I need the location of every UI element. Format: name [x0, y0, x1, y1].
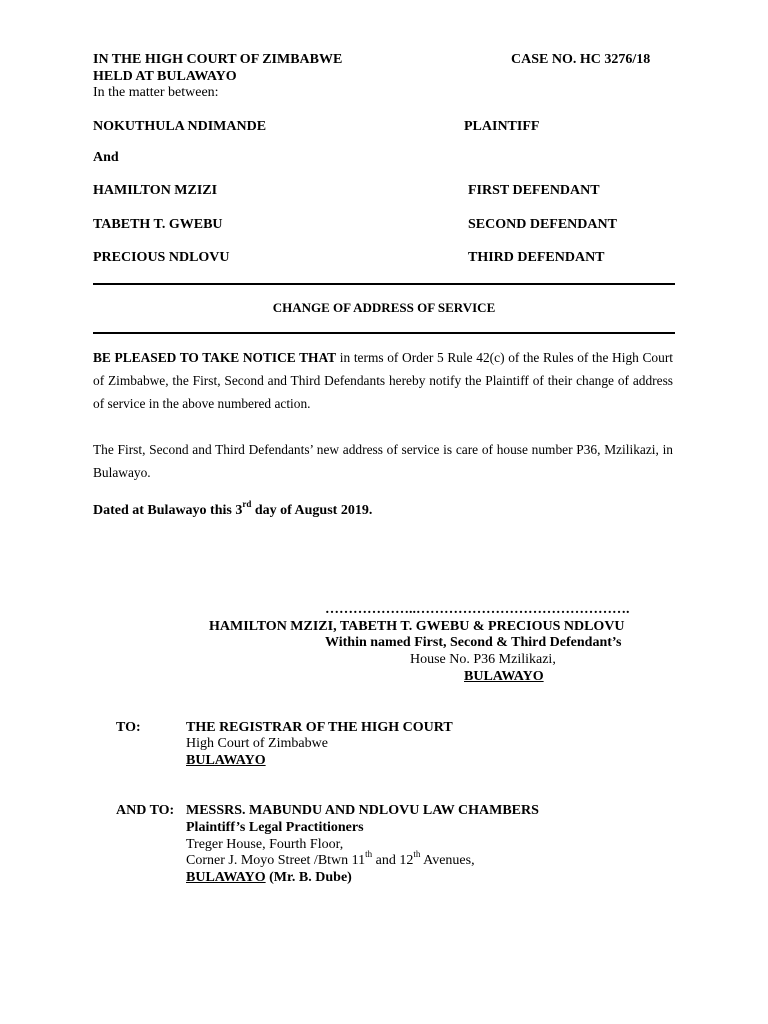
court-name: IN THE HIGH COURT OF ZIMBABWE [93, 52, 343, 67]
and-to-label: AND TO: [116, 803, 175, 818]
and-to-line2-sup1: th [365, 849, 373, 860]
to-city: BULAWAYO [186, 753, 266, 768]
defendant-1-role: FIRST DEFENDANT [468, 183, 600, 198]
to-line1: High Court of Zimbabwe [186, 736, 328, 751]
defendant-3-name: PRECIOUS NDLOVU [93, 250, 230, 265]
signature-dots: ………………..………………………………………. [325, 602, 630, 617]
plaintiff-name: NOKUTHULA NDIMANDE [93, 119, 267, 134]
held-at: HELD AT BULAWAYO [93, 69, 237, 84]
dated-sup: rd [242, 499, 252, 510]
and-to-line2-c: Avenues, [420, 853, 475, 868]
case-number: CASE NO. HC 3276/18 [511, 52, 651, 67]
defendant-2-role: SECOND DEFENDANT [468, 217, 617, 232]
and-to-line2-a: Corner J. Moyo Street /Btwn 11 [186, 853, 366, 868]
and-to-line2 [186, 849, 475, 869]
and-to-role: Plaintiff’s Legal Practitioners [186, 820, 364, 835]
and-to-attn: (Mr. B. Dube) [265, 870, 352, 885]
signature-capacity: Within named First, Second & Third Defendant’s [325, 635, 622, 650]
and-to-name: MESSRS. MABUNDU AND NDLOVU LAW CHAMBERS [186, 803, 539, 818]
document-title: CHANGE OF ADDRESS OF SERVICE [272, 300, 496, 315]
and-to-line1: Treger House, Fourth Floor, [186, 837, 344, 852]
dated-line [93, 499, 373, 519]
signature-address: House No. P36 Mzilikazi, [410, 652, 556, 667]
plaintiff-role: PLAINTIFF [464, 119, 540, 134]
top-rule [93, 283, 675, 285]
notice-paragraph [93, 346, 673, 415]
defendant-1-name: HAMILTON MZIZI [93, 183, 218, 198]
and-to-line2-b: and 12 [372, 853, 414, 868]
defendant-2-name: TABETH T. GWEBU [93, 217, 223, 232]
matter-intro: In the matter between: [93, 85, 219, 100]
and-to-line2-sup2: th [413, 849, 421, 860]
to-label: TO: [116, 720, 141, 735]
and-to-city-line [186, 870, 352, 886]
and-label: And [93, 150, 119, 165]
signature-names: HAMILTON MZIZI, TABETH T. GWEBU & PRECIOUS NDLOVU [209, 619, 625, 634]
defendant-3-role: THIRD DEFENDANT [468, 250, 605, 265]
signature-city: BULAWAYO [464, 669, 544, 684]
and-to-city: BULAWAYO [186, 870, 266, 885]
notice-lead: BE PLEASED TO TAKE NOTICE THAT [93, 350, 337, 365]
new-address-paragraph: The First, Second and Third Defendants’ new address of service is care of house number P36, Mzilikazi, in Bulawayo. [93, 442, 673, 480]
notice-text: in terms of Order 5 Rule 42(c) of the Rules of the High Court of Zimbabwe, the First, Second and Third Defendants hereby notify the Plaintiff of their change of address of service in the above numbered action. [93, 350, 673, 411]
dated-post: day of August 2019. [251, 503, 373, 518]
bottom-rule [93, 332, 675, 334]
to-name: THE REGISTRAR OF THE HIGH COURT [186, 720, 453, 735]
dated-pre: Dated at Bulawayo this 3 [93, 503, 243, 518]
